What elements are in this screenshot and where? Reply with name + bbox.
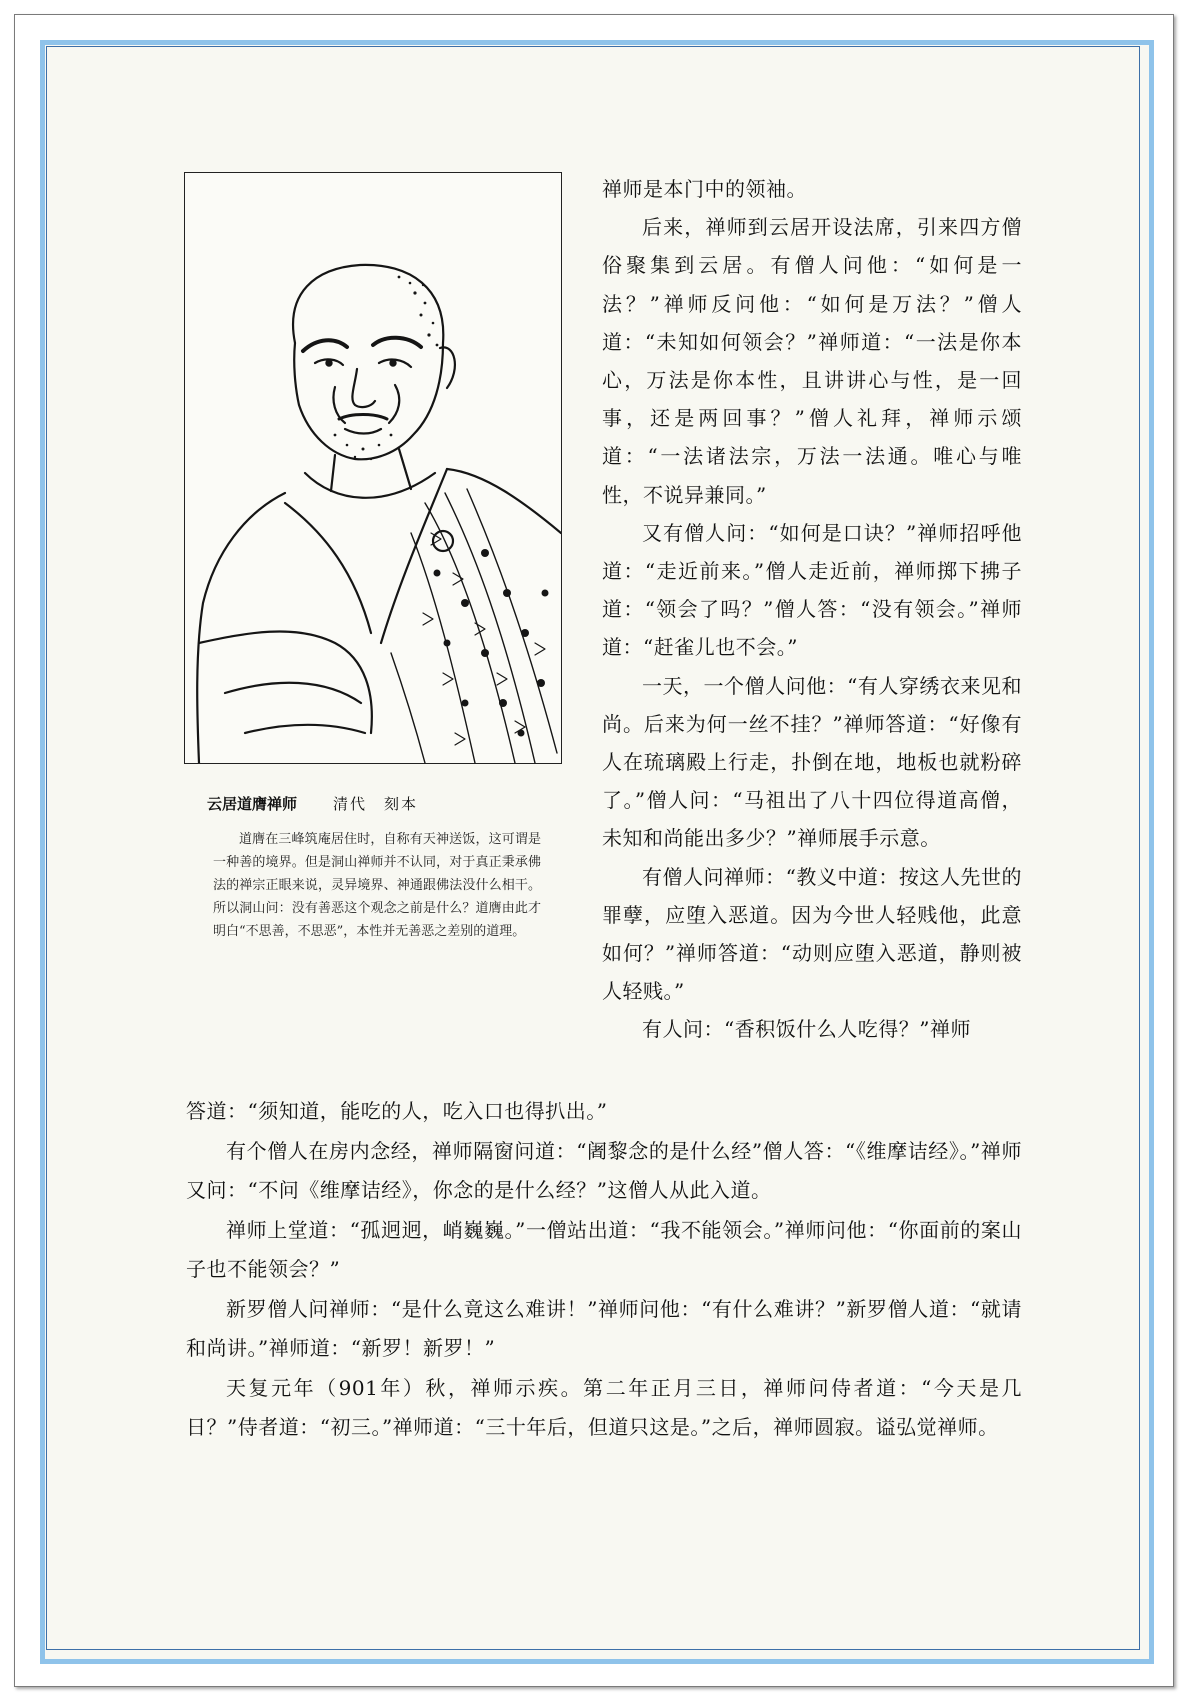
paragraph: 后来，禅师到云居开设法席，引来四方僧俗聚集到云居。有僧人问他：“如何是一法？”禅师反问他：“如何是万法？”僧人道：“未知如何领会？”禅师道：“一法是你本心，万法是你本性，且讲讲心与性，是一回事，还是两回事？”僧人礼拜，禅师示颂道：“一法诸法宗，万法一法通。唯心与唯性，不说异兼同。” (602, 215, 1022, 507)
illustration-caption-body: 道膺在三峰筑庵居住时，自称有天神送饭，这可谓是一种善的境界。但是洞山禅师并不认同，对于真正秉承佛法的禅宗正眼来说，灵异境界、神通跟佛法没什么相干。所以洞山问：没有善恶这个观念之前是什么？道膺由此才明白“不思善，不思恶”，本性并无善恶之差别的道理。 (213, 832, 541, 939)
paragraph: 有个僧人在房内念经，禅师隔窗问道：“阇黎念的是什么经”僧人答：“《维摩诘经》。”禅师又问：“不问《维摩诘经》，你念的是什么经？”这僧人从此入道。 (186, 1138, 1022, 1202)
caption-title-text: 云居道膺禅师 (207, 795, 298, 813)
paragraph: 禅师是本门中的领袖。 (602, 177, 807, 201)
illustration-caption-title (207, 793, 537, 814)
paragraph: 一天，一个僧人问他：“有人穿绣衣来见和尚。后来为何一丝不挂？”禅师答道：“好像有人在琉璃殿上行走，扑倒在地，地板也就粉碎了。”僧人问：“马祖出了八十四位得道高僧，未知和尚能出多少？”禅师展手示意。 (602, 673, 1022, 851)
paragraph: 禅师上堂道：“孤迥迥，峭巍巍。”一僧站出道：“我不能领会。”禅师问他：“你面前的案山子也不能领会？” (186, 1217, 1022, 1281)
paragraph: 有僧人问禅师：“教义中道：按这人先世的罪孽，应堕入恶道。因为今世人轻贱他，此意如何？”禅师答道：“动则应堕入恶道，静则被人轻贱。” (602, 864, 1022, 1004)
paragraph: 又有僧人问：“如何是口诀？”禅师招呼他道：“走近前来。”僧人走近前，禅师掷下拂子道：“领会了吗？”僧人答：“没有领会。”禅师道：“赶雀儿也不会。” (602, 520, 1022, 660)
paragraph: 有人问：“香积饭什么人吃得？”禅师 (642, 1017, 971, 1042)
monk-portrait-icon (184, 172, 562, 764)
paragraph: 答道：“须知道，能吃的人，吃入口也得扒出。” (186, 1099, 608, 1123)
full-width-text (186, 1092, 1022, 1448)
paragraph: 新罗僧人问禅师：“是什么竟这么难讲！”禅师问他：“有什么难讲？”新罗僧人道：“就请和尚讲。”禅师道：“新罗！新罗！” (186, 1296, 1022, 1360)
right-column-text (602, 170, 1022, 1049)
paragraph: 天复元年（901年）秋，禅师示疾。第二年正月三日，禅师问侍者道：“今天是几日？”侍者道：“初三。”禅师道：“三十年后，但道只这是。”之后，禅师圆寂。谥弘觉禅师。 (186, 1375, 1022, 1439)
caption-meta: 清代 刻本 (333, 795, 419, 813)
